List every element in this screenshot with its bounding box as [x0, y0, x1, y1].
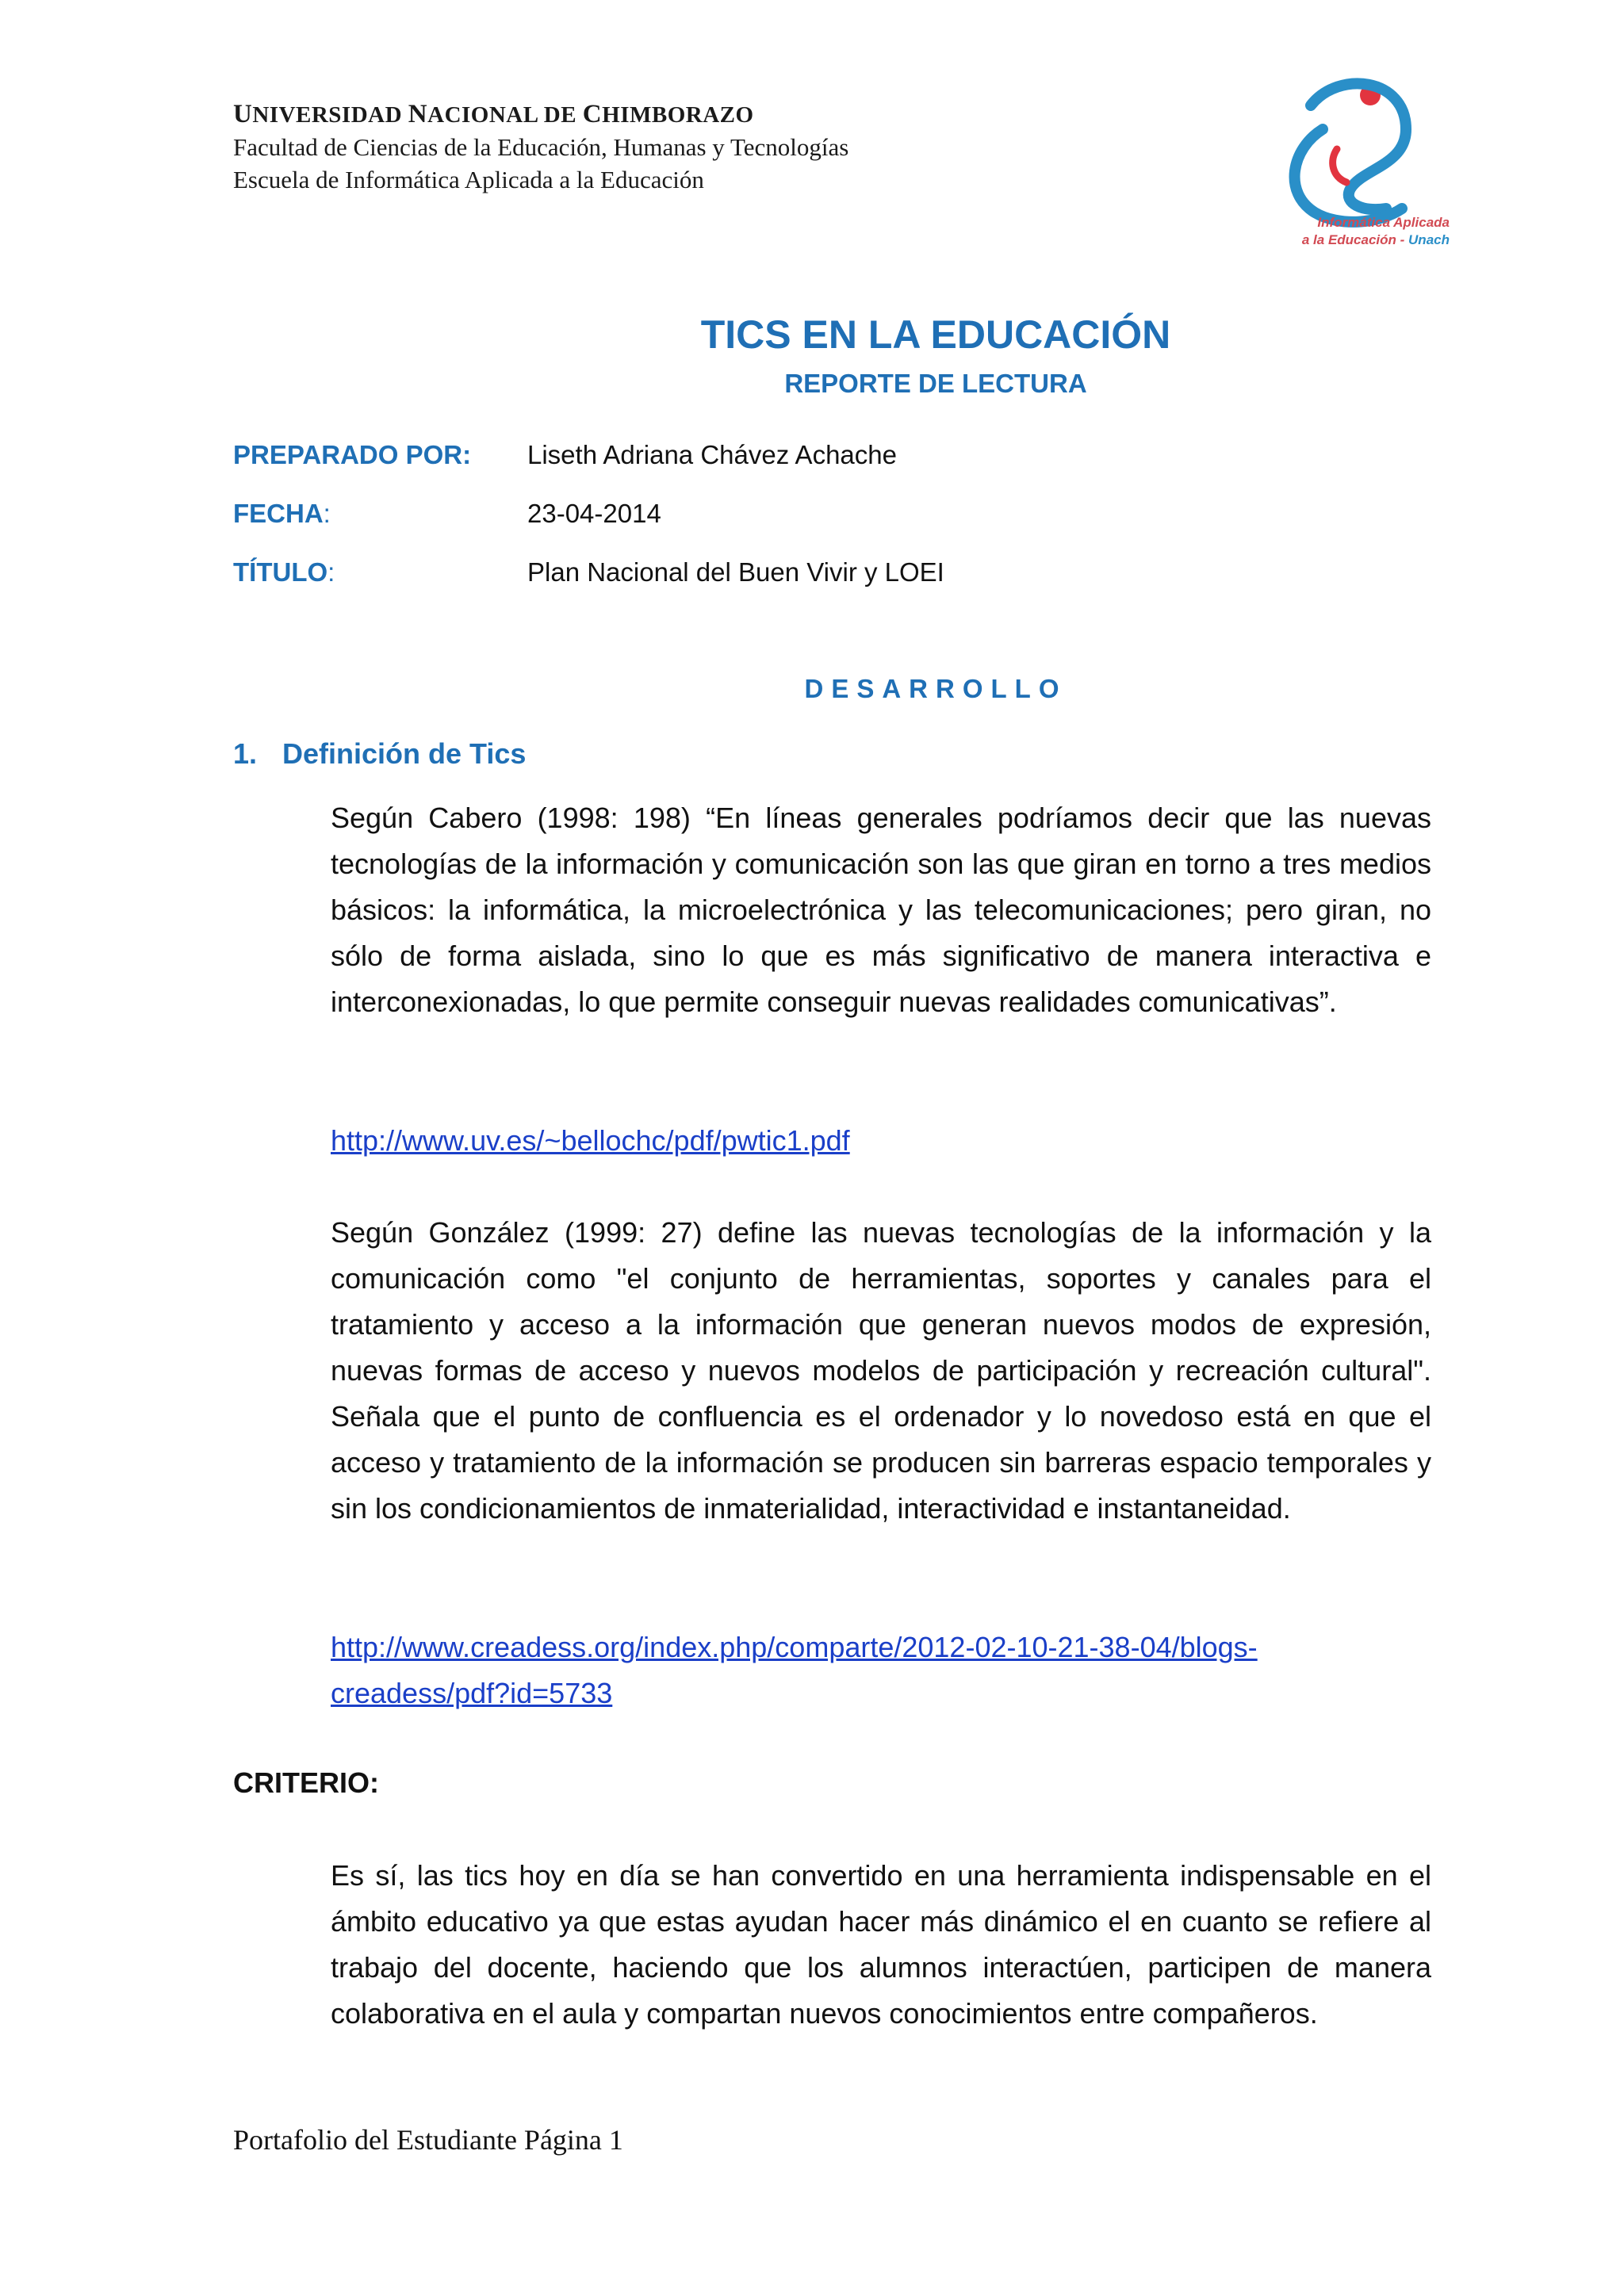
reference-link-2-line2[interactable]: creadess/pdf?id=5733 [331, 1677, 613, 1709]
paragraph-cabero: Según Cabero (1998: 198) “En líneas generales podríamos decir que las nuevas tecnologías de la información y comunicación son las que giran en torno a tres medios básicos: la informática, la microelectrónica y las telecomunicaciones; pero giran, no sólo de forma aislada, sino lo que es más significativo de manera interactiva e interconexionadas, lo que permite conseguir nuevas realidades comunicativas”. [331, 802, 1431, 1018]
reference-link-2-line1[interactable]: http://www.creadess.org/index.php/comparte/2012-02-10-21-38-04/blogs- [331, 1631, 1258, 1663]
logo-caption [1278, 214, 1450, 249]
meta-value: 23-04-2014 [527, 499, 661, 528]
logo-caption-line2: a la Educación - Unach [1301, 232, 1450, 247]
university-name: UNIVERSIDAD NACIONAL DE CHIMBORAZO [233, 100, 754, 128]
reference-link-1[interactable]: http://www.uv.es/~bellochc/pdf/pwtic1.pdf [331, 1124, 850, 1157]
meta-label: FECHA: [233, 499, 331, 528]
logo-caption-line1: Informática Aplicada [1317, 215, 1450, 230]
document-header [233, 98, 848, 196]
meta-label: PREPARADO POR: [233, 440, 472, 469]
meta-label: TÍTULO: [233, 557, 335, 587]
report-meta [233, 438, 1423, 614]
document-subtitle: REPORTE DE LECTURA [784, 369, 1087, 398]
meta-row-title [233, 555, 1423, 614]
section-number: 1. [233, 737, 258, 770]
paragraph-gonzalez: Según González (1999: 27) define las nuevas tecnologías de la información y la comunicación como "el conjunto de herramientas, soportes y canales para el tratamiento y acceso a la información que generan nuevos modos de expresión, nuevas formas de acceso y nuevos modelos de participación y recreación cultural". Señala que el punto de confluencia es el ordenador y lo novedoso está en que el acceso y tratamiento de la información se producen sin barreras espacio temporales y sin los condicionamientos de inmaterialidad, interactividad e instantaneidad. [331, 1216, 1431, 1525]
meta-row-date [233, 496, 1423, 555]
section-1-heading [233, 737, 526, 771]
meta-value: Liseth Adriana Chávez Achache [527, 440, 897, 469]
reference-link-2[interactable] [331, 1624, 1431, 1716]
document-title: TICS EN LA EDUCACIÓN [700, 312, 1171, 357]
faculty-name: Facultad de Ciencias de la Educación, Humanas y Tecnologías [233, 133, 849, 161]
meta-value: Plan Nacional del Buen Vivir y LOEI [527, 557, 944, 587]
school-name: Escuela de Informática Aplicada a la Educación [233, 166, 704, 193]
section-title: Definición de Tics [282, 737, 527, 770]
meta-row-prepared-by [233, 438, 1423, 496]
paragraph-criterio: Es sí, las tics hoy en día se han convertido en una herramienta indispensable en el ámbito educativo ya que estas ayudan hacer más dinámico el en cuanto se refiere al trabajo del docente, haciendo que los alumnos interactúen, participen de manera colaborativa en el aula y compartan nuevos conocimientos entre compañeros. [331, 1859, 1431, 2030]
criterio-label: CRITERIO: [233, 1766, 379, 1799]
page-footer: Portafolio del Estudiante Página 1 [233, 2124, 623, 2156]
section-heading-desarrollo: DESARROLLO [804, 674, 1067, 703]
